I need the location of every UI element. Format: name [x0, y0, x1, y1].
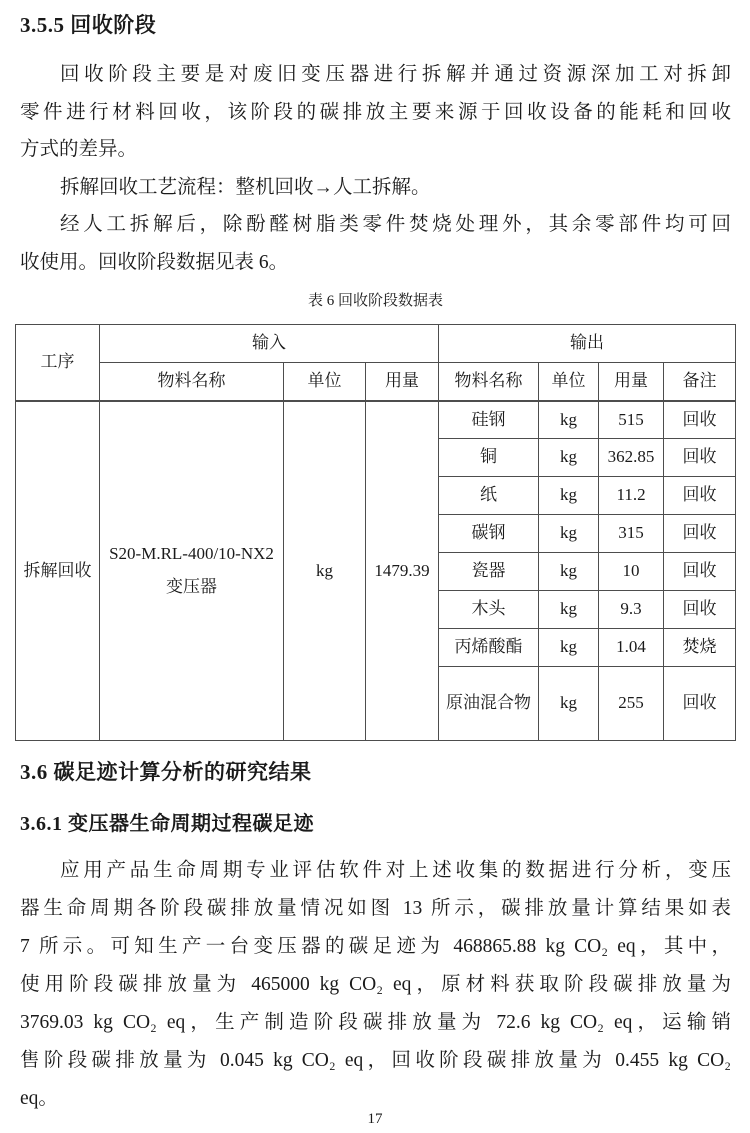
paragraph-lifecycle-results — [20, 852, 731, 1118]
output-remark-cell: 回收 — [664, 401, 736, 439]
input-material-cell: S20-M.RL-400/10-NX2 变压器 — [100, 401, 284, 741]
output-remark-cell: 回收 — [664, 477, 736, 515]
header-cell-remark: 备注 — [664, 363, 736, 401]
table-6-caption: 表 6 回收阶段数据表 — [307, 293, 443, 309]
output-amount-cell: 11.2 — [599, 477, 664, 515]
input-unit-cell: kg — [284, 401, 366, 741]
output-unit-cell: kg — [539, 401, 599, 439]
header-cell-output-amount: 用量 — [599, 363, 664, 401]
paragraph-line: 7 所示。可知生产一台变压器的碳足迹为 468865.88 kg CO₂ eq，其中， — [20, 936, 731, 957]
output-unit-cell: kg — [539, 477, 599, 515]
process-cell: 拆解回收 — [16, 401, 100, 741]
paragraph-line: 方式的差异。 — [20, 139, 138, 160]
output-unit-cell: kg — [539, 591, 599, 629]
table-header-row-groups — [16, 325, 736, 363]
table-6-recycle-data — [15, 324, 736, 741]
output-material-cell: 碳钢 — [439, 515, 539, 553]
paragraph-line: 器生命周期各阶段碳排放量情况如图 13 所示，碳排放量计算结果如表 — [20, 898, 731, 919]
header-cell-output-unit: 单位 — [539, 363, 599, 401]
output-remark-cell: 焚烧 — [664, 629, 736, 667]
paragraph-line: 3769.03 kg CO₂ eq，生产制造阶段碳排放量为 72.6 kg CO₂ eq，运输销 — [20, 1012, 731, 1033]
paragraph-line: 收使用。回收阶段数据见表 6。 — [20, 251, 289, 273]
page-number: 17 — [367, 1111, 383, 1127]
output-material-cell: 瓷器 — [439, 553, 539, 591]
paragraph-line: 回收阶段主要是对废旧变压器进行拆解并通过资源深加工对拆卸 — [60, 64, 731, 85]
paragraph-line: 应用产品生命周期专业评估软件对上述收集的数据进行分析，变压 — [60, 860, 731, 881]
output-remark-cell: 回收 — [664, 553, 736, 591]
table-header-row-columns — [16, 363, 736, 401]
paragraph-recycle-intro — [20, 56, 731, 169]
output-unit-cell: kg — [539, 515, 599, 553]
header-cell-process: 工序 — [16, 325, 100, 401]
output-unit-cell: kg — [539, 629, 599, 667]
section-heading-3-6: 3.6 碳足迹计算分析的研究结果 — [20, 760, 312, 784]
paragraph-line: 拆解回收工艺流程：整机回收→人工拆解。 — [60, 176, 431, 198]
output-amount-cell: 515 — [599, 401, 664, 439]
output-material-cell: 铜 — [439, 439, 539, 477]
output-amount-cell: 1.04 — [599, 629, 664, 667]
output-amount-cell: 9.3 — [599, 591, 664, 629]
paragraph-dismantle-note — [20, 206, 731, 281]
output-material-cell: 硅钢 — [439, 401, 539, 439]
output-material-cell: 纸 — [439, 477, 539, 515]
paragraph-line: eq。 — [20, 1088, 58, 1109]
paragraph-line: 售阶段碳排放量为 0.045 kg CO₂ eq，回收阶段碳排放量为 0.455 kg CO₂ — [20, 1050, 731, 1071]
output-amount-cell: 10 — [599, 553, 664, 591]
output-amount-cell: 362.85 — [599, 439, 664, 477]
output-unit-cell: kg — [539, 667, 599, 741]
paragraph-line: 经人工拆解后，除酚醛树脂类零件焚烧处理外，其余零部件均可回 — [60, 214, 731, 235]
header-cell-output-material: 物料名称 — [439, 363, 539, 401]
output-unit-cell: kg — [539, 553, 599, 591]
output-remark-cell: 回收 — [664, 515, 736, 553]
header-cell-output-group: 输出 — [439, 325, 736, 363]
section-heading-3-5-5: 3.5.5 回收阶段 — [20, 13, 157, 37]
output-row — [16, 401, 736, 439]
paragraph-line: 使用阶段碳排放量为 465000 kg CO₂ eq，原材料获取阶段碳排放量为 — [20, 974, 731, 995]
output-amount-cell: 255 — [599, 667, 664, 741]
header-cell-input-amount: 用量 — [366, 363, 439, 401]
output-remark-cell: 回收 — [664, 439, 736, 477]
paragraph-line: 零件进行材料回收，该阶段的碳排放主要来源于回收设备的能耗和回收 — [20, 101, 731, 123]
output-remark-cell: 回收 — [664, 667, 736, 741]
header-cell-input-unit: 单位 — [284, 363, 366, 401]
output-material-cell: 木头 — [439, 591, 539, 629]
output-amount-cell: 315 — [599, 515, 664, 553]
output-material-cell: 丙烯酸酯 — [439, 629, 539, 667]
paragraph-process-flow — [20, 169, 731, 207]
header-cell-input-material: 物料名称 — [100, 363, 284, 401]
output-unit-cell: kg — [539, 439, 599, 477]
header-cell-input-group: 输入 — [100, 325, 439, 363]
output-remark-cell: 回收 — [664, 591, 736, 629]
section-heading-3-6-1: 3.6.1 变压器生命周期过程碳足迹 — [20, 813, 314, 835]
input-amount-cell: 1479.39 — [366, 401, 439, 741]
output-material-cell: 原油混合物 — [439, 667, 539, 741]
